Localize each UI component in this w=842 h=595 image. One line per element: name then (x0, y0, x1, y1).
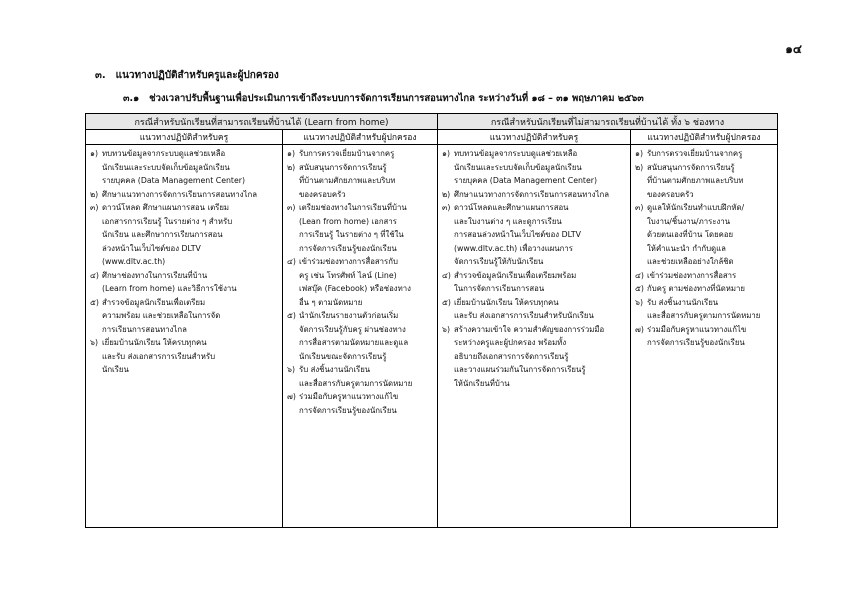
subheader-teacher: แนวทางปฏิบัติสำหรับครู (86, 130, 283, 145)
list-item (90, 255, 279, 269)
item-number: ๖) (635, 297, 643, 307)
item-number: ๑) (90, 149, 98, 158)
item-number (287, 228, 299, 242)
list-item (287, 147, 434, 161)
item-number: ๗) (635, 324, 644, 334)
list-item (287, 282, 434, 296)
item-number (635, 242, 647, 256)
item-number: ๔) (90, 270, 99, 280)
item-number (287, 404, 299, 418)
teacher-guidelines-remote (438, 145, 630, 390)
item-number (90, 242, 102, 256)
item-number (442, 161, 454, 175)
item-text: เข้าร่วมช่องทางการสื่อสารกับ (299, 257, 398, 266)
list-item (442, 188, 627, 202)
item-number: ๒) (442, 189, 451, 199)
item-number (90, 309, 102, 323)
item-text: สนับสนุนการจัดการเรียนรู้ (647, 162, 735, 172)
item-number (442, 350, 454, 364)
list-item (442, 255, 627, 269)
teacher-guidelines-remote-cell (438, 145, 631, 528)
item-text: นักเรียนและระบบจัดเก็บข้อมูลนักเรียน (454, 162, 582, 172)
item-number (635, 174, 647, 188)
list-item (635, 309, 774, 323)
list-item (635, 255, 774, 269)
item-text: ด้วยตนเองที่บ้าน โดยคอย (647, 230, 734, 239)
item-text: ให้นักเรียนที่บ้าน (454, 378, 510, 388)
list-item (90, 174, 279, 188)
item-number: ๕) (635, 284, 644, 293)
item-text: ในการจัดการเรียนการสอน (454, 284, 545, 293)
section-title: แนวทางปฏิบัติสำหรับครูและผู้ปกครอง (115, 70, 279, 81)
item-text: ครู เช่น โทรศัพท์ ไลน์ (Line) (299, 270, 397, 280)
item-text: ดาวน์โหลดและศึกษาแผนการสอน (454, 203, 569, 212)
teacher-guidelines-home-cell (86, 145, 283, 528)
group-header-not-at-home: กรณีสำหรับนักเรียนที่ไม่สามารถเรียนที่บ้านได้ ทั้ง ๖ ช่องทาง (438, 114, 778, 130)
list-item (90, 363, 279, 377)
item-number (442, 255, 454, 269)
item-text: ทบทวนข้อมูลจากระบบดูแลช่วยเหลือ (454, 149, 578, 158)
list-item (442, 309, 627, 323)
item-number (635, 215, 647, 229)
item-number (287, 174, 299, 188)
item-number: ๔) (635, 270, 644, 280)
item-text: สำรวจข้อมูลนักเรียนเพื่อเตรียมพร้อม (454, 270, 577, 280)
list-item (90, 147, 279, 161)
item-number (287, 336, 299, 350)
list-item (635, 269, 774, 283)
list-item (442, 228, 627, 242)
item-text: นักเรียน และศึกษาการเรียนการสอน (102, 230, 223, 239)
subheader-teacher: แนวทางปฏิบัติสำหรับครู (438, 130, 631, 145)
list-item (90, 215, 279, 229)
list-item (287, 255, 434, 269)
item-text: ของครอบครัว (299, 189, 346, 199)
item-number (635, 336, 647, 350)
item-text: การสอนล่วงหน้าในเว็บไซต์ของ DLTV (454, 230, 581, 239)
item-number (90, 350, 102, 364)
list-item (90, 188, 279, 202)
item-number (635, 228, 647, 242)
subsection-title: ช่วงเวลาปรับพื้นฐานเพื่อประเมินการเข้าถึงระบบการจัดการเรียนการสอนทางไกล ระหว่างวันที่ ๑๘ – ๓๑ พฤษภาคม ๒๕๖๓ (149, 93, 644, 104)
section-heading (95, 68, 279, 83)
item-text: และสื่อสารกับครูตามการนัดหมาย (299, 378, 413, 388)
item-number (90, 174, 102, 188)
item-text: อธิบายถึงเอกสารการจัดการเรียนรู้ (454, 351, 569, 361)
item-text: การจัดการเรียนรู้ของนักเรียน (647, 338, 745, 347)
parent-guidelines-home-cell (283, 145, 438, 528)
list-item (635, 147, 774, 161)
item-number: ๔) (287, 257, 296, 266)
item-number (90, 323, 102, 337)
list-item (287, 269, 434, 283)
list-item (287, 323, 434, 337)
list-item (635, 174, 774, 188)
item-number: ๒) (287, 162, 296, 172)
item-text: การเรียนการสอนทางไกล (102, 324, 187, 334)
list-item (287, 309, 434, 323)
parent-guidelines-home (283, 145, 437, 417)
item-number: ๔) (442, 270, 451, 280)
item-number (287, 215, 299, 229)
list-item (442, 147, 627, 161)
page-number: ๑๔ (785, 42, 802, 56)
item-text: และวางแผนร่วมกันในการจัดการเรียนรู้ (454, 365, 586, 374)
item-text: การเรียนรู้ ในรายต่าง ๆ ที่ใช้ใน (299, 230, 404, 239)
list-item (287, 296, 434, 310)
teacher-guidelines-home (86, 145, 282, 377)
item-text: ใบงาน/ชิ้นงาน/ภาระงาน (647, 216, 731, 226)
item-number (287, 188, 299, 202)
item-text: รับ ส่งชิ้นงานนักเรียน (299, 365, 371, 374)
list-item (442, 296, 627, 310)
item-text: นำนักเรียนรายงานตัวก่อนเริ่ม (299, 311, 399, 320)
item-text: ศึกษาแนวทางการจัดการเรียนการสอนทางไกล (102, 189, 258, 199)
list-item (90, 309, 279, 323)
item-text: นักเรียนและระบบจัดเก็บข้อมูลนักเรียน (102, 162, 230, 172)
item-number: ๓) (287, 203, 296, 212)
item-number (90, 282, 102, 296)
item-text: ระหว่างครูและผู้ปกครอง พร้อมทั้ง (454, 338, 567, 347)
list-item (287, 363, 434, 377)
item-number (90, 215, 102, 229)
list-item (635, 282, 774, 296)
list-item (442, 161, 627, 175)
list-item (442, 377, 627, 391)
guideline-table (85, 113, 778, 528)
item-text: รายบุคคล (Data Management Center) (454, 176, 598, 185)
list-item (442, 201, 627, 215)
item-number: ๒) (90, 189, 99, 199)
item-text: และช่วยเหลืออย่างใกล้ชิด (647, 257, 734, 266)
item-text: (Lean from home) เอกสาร (299, 216, 397, 226)
item-text: ที่บ้านตามศักยภาพและบริบท (647, 176, 744, 185)
item-number (90, 255, 102, 269)
item-text: กับครู ตามช่องทางที่นัดหมาย (647, 284, 745, 293)
item-number: ๗) (287, 392, 296, 401)
item-text: เยี่ยมบ้านนักเรียน ให้ครบทุกคน (102, 338, 207, 347)
item-text: จัดการเรียนรู้กับครู ผ่านช่องทาง (299, 324, 406, 334)
item-text: ดาวน์โหลด ศึกษาแผนการสอน เตรียม (102, 203, 230, 212)
list-item (287, 161, 434, 175)
item-text: สนับสนุนการจัดการเรียนรู้ (299, 162, 387, 172)
item-number (635, 188, 647, 202)
list-item (635, 188, 774, 202)
item-number: ๓) (90, 203, 99, 212)
item-number (90, 228, 102, 242)
item-number (442, 228, 454, 242)
list-item (442, 215, 627, 229)
item-text: และรับ ส่งเอกสารการเรียนสำหรับนักเรียน (454, 311, 594, 320)
subsection-number: ๓.๑ (123, 93, 140, 104)
item-text: และใบงานต่าง ๆ และดูการเรียน (454, 216, 562, 226)
subsection-heading (123, 91, 644, 106)
list-item (635, 228, 774, 242)
item-text: ดูแลให้นักเรียนทำแบบฝึกหัด/ (647, 203, 745, 212)
list-item (90, 269, 279, 283)
item-text: การสื่อสารตามนัดหมายและดูแล (299, 338, 409, 347)
list-item (287, 215, 434, 229)
list-item (442, 174, 627, 188)
list-item (442, 242, 627, 256)
item-text: ให้คำแนะนำ กำกับดูแล (647, 243, 726, 253)
item-text: เตรียมช่องทางในการเรียนที่บ้าน (299, 203, 407, 212)
subheader-parent: แนวทางปฏิบัติสำหรับผู้ปกครอง (283, 130, 438, 145)
item-text: เฟสบุ๊ค (Facebook) หรือช่องทาง (299, 284, 411, 293)
item-number: ๖) (442, 324, 450, 334)
group-header-learn-from-home: กรณีสำหรับนักเรียนที่สามารถเรียนที่บ้านได้ (Learn from home) (86, 114, 438, 130)
item-number (287, 323, 299, 337)
item-number (635, 309, 647, 323)
item-number (442, 282, 454, 296)
item-number: ๕) (287, 311, 296, 320)
item-number (287, 377, 299, 391)
list-item (90, 323, 279, 337)
item-text: (www.dltv.ac.th) (102, 257, 166, 266)
item-text: รับการตรวจเยี่ยมบ้านจากครู (299, 149, 395, 158)
item-number: ๓) (442, 203, 451, 212)
list-item (442, 336, 627, 350)
item-number (90, 363, 102, 377)
item-text: ของครอบครัว (647, 189, 694, 199)
item-number: ๒) (635, 162, 644, 172)
list-item (635, 201, 774, 215)
item-number: ๕) (442, 297, 451, 307)
item-text: เยี่ยมบ้านนักเรียน ให้ครบทุกคน (454, 297, 559, 307)
item-text: ร่วมมือกับครูหาแนวทางแก้ไข (647, 324, 747, 334)
item-text: ที่บ้านตามศักยภาพและบริบท (299, 176, 396, 185)
item-number: ๑) (635, 149, 643, 158)
item-text: สำรวจข้อมูลนักเรียนเพื่อเตรียม (102, 297, 206, 307)
list-item (90, 242, 279, 256)
list-item (287, 404, 434, 418)
item-text: เอกสารการเรียนรู้ ในรายต่าง ๆ สำหรับ (102, 216, 233, 226)
list-item (287, 201, 434, 215)
list-item (90, 161, 279, 175)
item-number (442, 336, 454, 350)
item-number (442, 309, 454, 323)
item-number (442, 363, 454, 377)
item-number (287, 282, 299, 296)
item-text: สร้างความเข้าใจ ความสำคัญของการร่วมมือ (454, 324, 605, 334)
list-item (635, 323, 774, 337)
list-item (90, 201, 279, 215)
item-text: รับ ส่งชิ้นงานนักเรียน (647, 297, 719, 307)
list-item (635, 161, 774, 175)
item-text: การจัดการเรียนรู้ของนักเรียน (299, 243, 397, 253)
item-number (635, 255, 647, 269)
list-item (90, 350, 279, 364)
item-text: นักเรียน (102, 365, 129, 374)
item-number (442, 242, 454, 256)
list-item (287, 188, 434, 202)
list-item (90, 282, 279, 296)
list-item (635, 336, 774, 350)
item-text: รายบุคคล (Data Management Center) (102, 176, 246, 185)
item-text: ร่วมมือกับครูหาแนวทางแก้ไข (299, 392, 399, 401)
list-item (287, 377, 434, 391)
item-number (442, 377, 454, 391)
subheader-parent: แนวทางปฏิบัติสำหรับผู้ปกครอง (631, 130, 778, 145)
item-number (442, 174, 454, 188)
item-text: และสื่อสารกับครูตามการนัดหมาย (647, 311, 761, 320)
item-number (442, 215, 454, 229)
list-item (287, 350, 434, 364)
item-text: ความพร้อม และช่วยเหลือในการจัด (102, 311, 221, 320)
item-number (287, 269, 299, 283)
list-item (90, 336, 279, 350)
item-number: ๑) (442, 149, 450, 158)
item-number: ๖) (287, 365, 295, 374)
item-number: ๕) (90, 297, 99, 307)
item-text: นักเรียนขณะจัดการเรียนรู้ (299, 351, 387, 361)
item-number: ๓) (635, 203, 644, 212)
item-text: (Learn from home) และวิธีการใช้งาน (102, 284, 237, 293)
item-text: การจัดการเรียนรู้ของนักเรียน (299, 405, 397, 415)
item-number (287, 350, 299, 364)
item-number: ๑) (287, 149, 295, 158)
list-item (442, 282, 627, 296)
item-number (90, 161, 102, 175)
item-number: ๖) (90, 338, 98, 347)
list-item (442, 350, 627, 364)
item-number (287, 296, 299, 310)
item-text: เข้าร่วมช่องทางการสื่อสาร (647, 270, 737, 280)
list-item (635, 242, 774, 256)
item-number (287, 242, 299, 256)
list-item (635, 296, 774, 310)
list-item (90, 228, 279, 242)
item-text: ล่วงหน้าในเว็บไซต์ของ DLTV (102, 243, 201, 253)
item-text: จัดการเรียนรู้ให้กับนักเรียน (454, 257, 544, 266)
list-item (287, 174, 434, 188)
list-item (287, 390, 434, 404)
section-number: ๓. (95, 70, 106, 81)
item-text: ทบทวนข้อมูลจากระบบดูแลช่วยเหลือ (102, 149, 226, 158)
list-item (442, 269, 627, 283)
item-text: (www.dltv.ac.th) เพื่อวางแผนการ (454, 243, 573, 253)
list-item (442, 323, 627, 337)
list-item (90, 296, 279, 310)
parent-guidelines-remote (631, 145, 777, 350)
list-item (635, 215, 774, 229)
item-text: และรับ ส่งเอกสารการเรียนสำหรับ (102, 351, 216, 361)
parent-guidelines-remote-cell (631, 145, 778, 528)
item-text: ศึกษาช่องทางในการเรียนที่บ้าน (102, 270, 208, 280)
list-item (287, 242, 434, 256)
list-item (287, 336, 434, 350)
list-item (287, 228, 434, 242)
item-text: อื่น ๆ ตามนัดหมาย (299, 297, 363, 307)
item-text: ศึกษาแนวทางการจัดการเรียนการสอนทางไกล (454, 189, 610, 199)
list-item (442, 363, 627, 377)
item-text: รับการตรวจเยี่ยมบ้านจากครู (647, 149, 743, 158)
